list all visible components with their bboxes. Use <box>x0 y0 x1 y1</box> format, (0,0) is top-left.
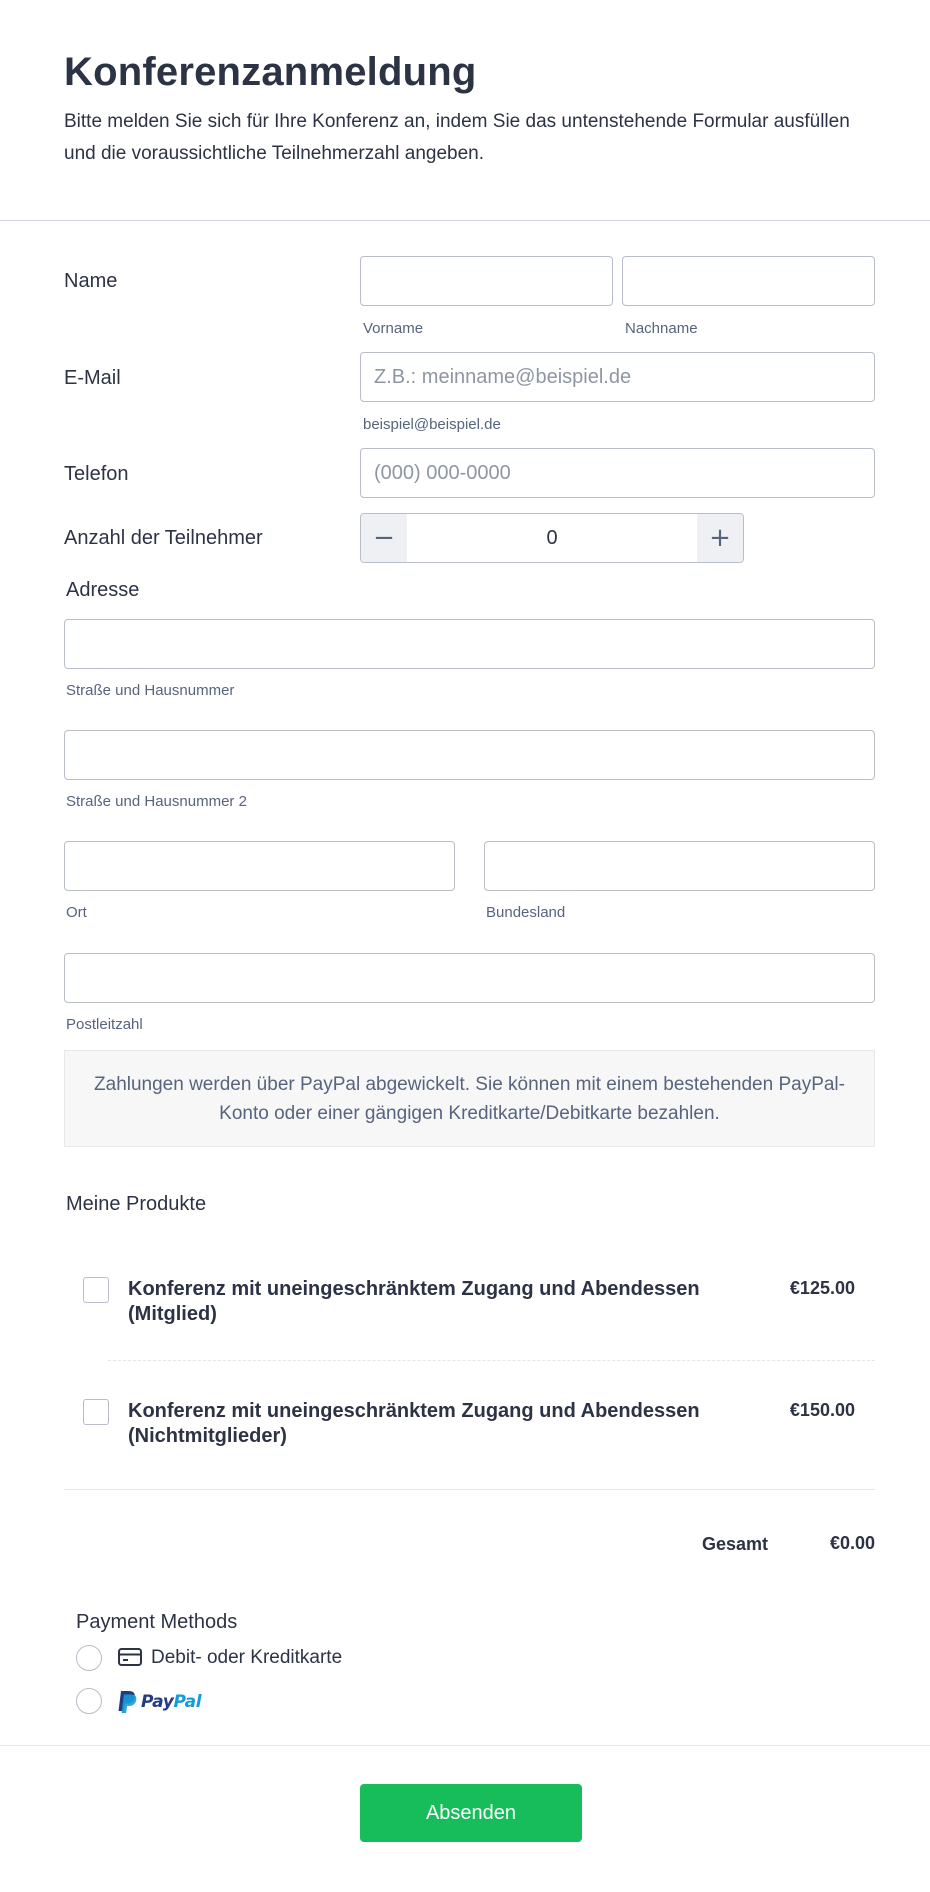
street-address-2-sublabel: Straße und Hausnummer 2 <box>66 793 247 810</box>
products-title: Meine Produkte <box>66 1193 207 1215</box>
paypal-notice: Zahlungen werden über PayPal abgewickelt. Sie können mit einem bestehenden PayPal-Konto oder einer gängigen Kreditkarte/Debitkarte bezahlen. <box>64 1050 875 1147</box>
first-name-input[interactable] <box>360 256 613 306</box>
city-sublabel: Ort <box>66 904 87 921</box>
street-address-sublabel: Straße und Hausnummer <box>66 682 235 699</box>
zip-sublabel: Postleitzahl <box>66 1016 143 1033</box>
submit-button[interactable]: Absenden <box>360 1784 582 1842</box>
product-name-nonmember: Konferenz mit uneingeschränktem Zugang und Abendessen (Nichtmitglieder) <box>128 1400 700 1447</box>
decrement-button[interactable]: − <box>361 514 407 562</box>
product-divider <box>108 1360 875 1361</box>
phone-input[interactable] <box>360 448 875 498</box>
city-input[interactable] <box>64 841 455 891</box>
name-label: Name <box>64 270 118 292</box>
product-name-member: Konferenz mit uneingeschränktem Zugang und Abendessen (Mitglied) <box>128 1278 700 1325</box>
participants-label: Anzahl der Teilnehmer <box>64 527 263 549</box>
participants-value[interactable]: 0 <box>546 527 558 549</box>
paypal-logo[interactable] <box>117 1689 201 1715</box>
product-checkbox-nonmember[interactable] <box>83 1399 109 1425</box>
page-subtitle: Bitte melden Sie sich für Ihre Konferenz an, indem Sie das untenstehende Formular ausfüllen und die voraussichtliche Teilnehmerzahl angeben. <box>64 111 850 164</box>
state-sublabel: Bundesland <box>486 904 566 921</box>
page-title: Konferenzanmeldung <box>64 50 477 94</box>
participants-stepper <box>360 513 744 563</box>
form-header <box>0 0 930 221</box>
credit-card-icon <box>118 1648 142 1666</box>
product-checkbox-member[interactable] <box>83 1277 109 1303</box>
total-label: Gesamt <box>702 1534 769 1554</box>
payment-methods-title: Payment Methods <box>76 1611 238 1633</box>
email-sublabel: beispiel@beispiel.de <box>363 416 501 433</box>
email-input[interactable] <box>360 352 875 402</box>
product-price-member: €125.00 <box>789 1278 855 1298</box>
paypal-text-pal: Pal <box>173 1692 202 1712</box>
last-name-input[interactable] <box>622 256 875 306</box>
zip-input[interactable] <box>64 953 875 1003</box>
address-label: Adresse <box>66 579 140 601</box>
paypal-icon <box>117 1690 137 1714</box>
footer-divider <box>0 1745 930 1746</box>
product-price-nonmember: €150.00 <box>789 1400 855 1420</box>
street-address-2-input[interactable] <box>64 730 875 780</box>
paypal-text-pay: Pay <box>141 1692 174 1712</box>
paypal-payment-radio[interactable] <box>76 1688 102 1714</box>
last-name-sublabel: Nachname <box>625 320 698 337</box>
email-label: E-Mail <box>64 367 121 389</box>
card-payment-radio[interactable] <box>76 1645 102 1671</box>
first-name-sublabel: Vorname <box>363 320 424 337</box>
increment-button[interactable]: + <box>697 514 743 562</box>
products-divider <box>64 1489 875 1490</box>
card-payment-label[interactable]: Debit- oder Kreditkarte <box>151 1647 343 1668</box>
phone-label: Telefon <box>64 463 129 485</box>
street-address-input[interactable] <box>64 619 875 669</box>
total-value: €0.00 <box>829 1533 875 1553</box>
state-input[interactable] <box>484 841 875 891</box>
